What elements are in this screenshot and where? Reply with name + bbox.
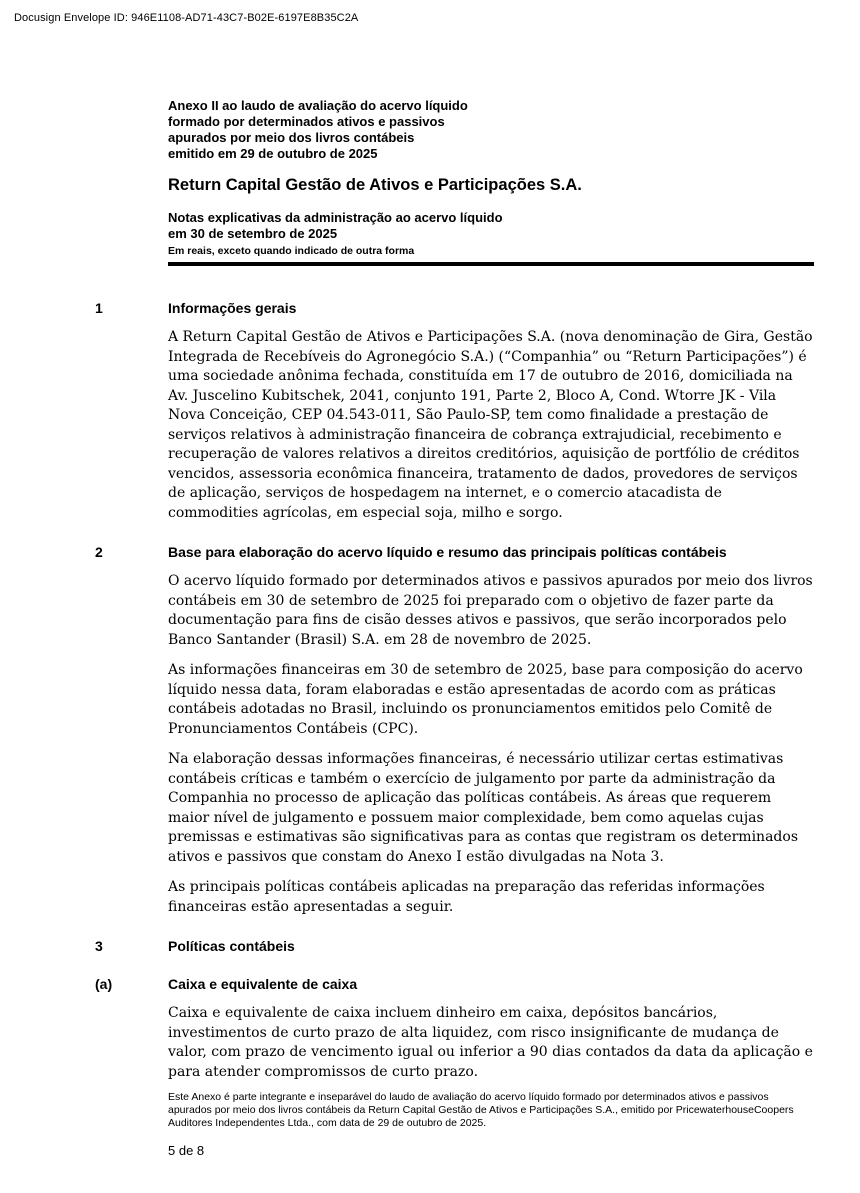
notes-subtitle-line: Notas explicativas da administração ao acervo líquido [168, 210, 503, 225]
section-title: Políticas contábeis [168, 938, 295, 954]
document-header [168, 98, 814, 266]
page-number: 5 de 8 [168, 1143, 205, 1158]
paragraph: O acervo líquido formado por determinados ativos e passivos apurados por meio dos livros contábeis em 30 de setembro de 2025 foi preparado com o objetivo de fazer parte da documentação para fins de cisão desses ativos e passivos, que serão incorporados pelo Banco Santander (Brasil) S.A. em 28 de novembro de 2025. [168, 573, 813, 648]
header-rule [168, 262, 814, 266]
currency-note: Em reais, exceto quando indicado de outra forma [168, 245, 415, 257]
footnote: Este Anexo é parte integrante e inseparável do laudo de avaliação do acervo líquido formado por determinados ativos e passivos apurados por meio dos livros contábeis da Return Capital Gestão de Ativos e Participações S.A., emitido por PricewaterhouseCoopers Auditores Independentes Ltda., com data de 29 de outubro de 2025. [168, 1091, 794, 1129]
paragraph: Na elaboração dessas informações financeiras, é necessário utilizar certas estimativas contábeis críticas e também o exercício de julgamento por parte da administração da Companhia no processo de aplicação das políticas contábeis. As áreas que requerem maior nível de julgamento e possuem maior complexidade, bem como aquelas cujas premissas e estimativas são significativas para as contas que registram os determinados ativos e passivos que constam do Anexo I estão divulgadas na Nota 3. [168, 751, 798, 865]
section-body [168, 300, 814, 523]
section-body [168, 544, 814, 917]
docusign-envelope-id: Docusign Envelope ID: 946E1108-AD71-43C7-B02E-6197E8B35C2A [14, 12, 359, 24]
annex-title-line: apurados por meio dos livros contábeis [168, 130, 415, 145]
company-title: Return Capital Gestão de Ativos e Participações S.A. [168, 176, 582, 194]
paragraph: Caixa e equivalente de caixa incluem dinheiro em caixa, depósitos bancários, investimentos de curto prazo de alta liquidez, com risco insignificante de mudança de valor, com prazo de vencimento igual ou inferior a 90 dias contados da data da aplicação e para atender compromissos de curto prazo. [168, 1005, 813, 1080]
section-informacoes-gerais [95, 300, 814, 523]
subsection-title: Caixa e equivalente de caixa [168, 976, 358, 992]
section-title: Informações gerais [168, 300, 297, 316]
section-number: 1 [95, 300, 103, 316]
section-body [168, 976, 814, 1082]
annex-title-line: formado por determinados ativos e passivos [168, 114, 445, 129]
subsection-caixa-equivalente [95, 976, 814, 1082]
notes-subtitle-line: em 30 de setembro de 2025 [168, 226, 338, 241]
section-body [168, 938, 814, 955]
annex-title-block [168, 98, 814, 162]
section-number: 3 [95, 938, 103, 954]
section-title: Base para elaboração do acervo líquido e resumo das principais políticas contábeis [168, 544, 727, 560]
section-politicas-contabeis [95, 938, 814, 955]
document-content [95, 98, 814, 1159]
section-base-elaboracao [95, 544, 814, 917]
section-number: 2 [95, 544, 103, 560]
notes-subtitle-block [168, 210, 814, 242]
paragraph: As principais políticas contábeis aplicadas na preparação das referidas informações financeiras estão apresentadas a seguir. [168, 879, 765, 915]
paragraph: A Return Capital Gestão de Ativos e Participações S.A. (nova denominação de Gira, Gestão Integrada de Recebíveis do Agronegócio S.A.) (“Companhia” ou “Return Participações”) é uma sociedade anônima fechada, constituída em 17 de outubro de 2016, domiciliada na Av. Juscelino Kubitschek, 2041, conjunto 191, Parte 2, Bloco A, Cond. Wtorre JK - Vila Nova Conceição, CEP 04.543-011, São Paulo-SP, tem como finalidade a prestação de serviços relativos à administração financeira de cobrança extrajudicial, recebimento e recuperação de valores relativos a direitos creditórios, aquisição de portfólio de créditos vencidos, assessoria econômica financeira, tratamento de dados, provedores de serviços de aplicação, serviços de hospedagem na internet, e o comercio atacadista de commodities agrícolas, em especial soja, milho e sorgo. [168, 329, 813, 521]
subsection-letter: (a) [95, 976, 113, 992]
document-footer [168, 1091, 814, 1159]
annex-title-line: emitido em 29 de outubro de 2025 [168, 146, 378, 161]
annex-title-line: Anexo II ao laudo de avaliação do acervo líquido [168, 98, 468, 113]
paragraph: As informações financeiras em 30 de setembro de 2025, base para composição do acervo líquido nessa data, foram elaboradas e estão apresentadas de acordo com as práticas contábeis adotadas no Brasil, incluindo os pronunciamentos emitidos pelo Comitê de Pronunciamentos Contábeis (CPC). [168, 662, 803, 737]
